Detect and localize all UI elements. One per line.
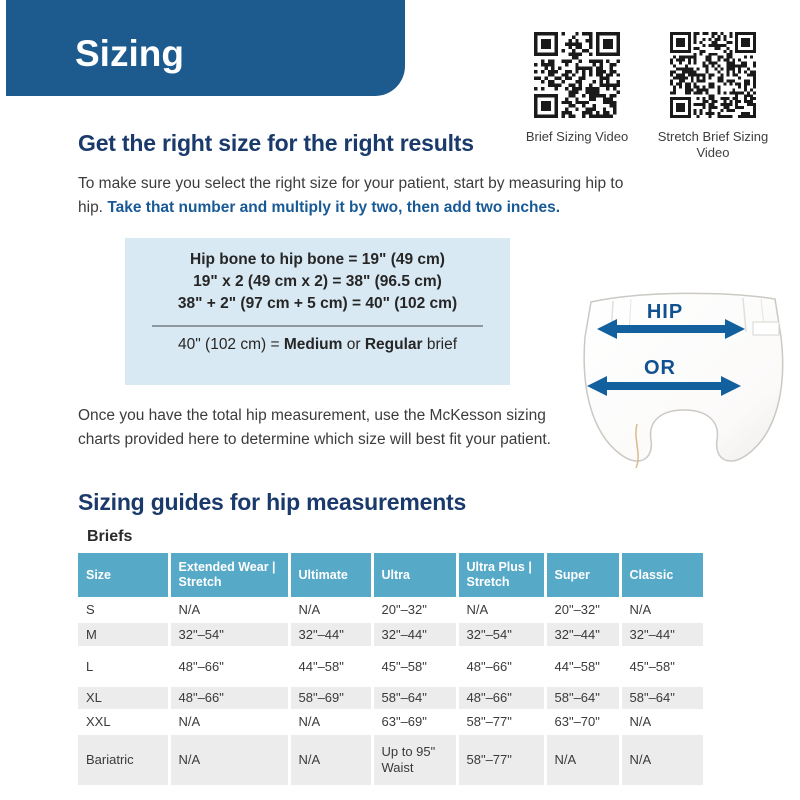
divider — [152, 325, 483, 327]
column-header: Ultimate — [289, 553, 372, 597]
size-cell: Bariatric — [86, 752, 134, 767]
table-row — [78, 623, 703, 646]
range-cell: Up to 95" Waist — [372, 735, 457, 785]
column-header: Ultra — [372, 553, 457, 597]
brief-illustration — [575, 282, 793, 484]
range-cell: N/A — [169, 597, 289, 623]
intro-emphasis-text: Take that number and multiply it by two, then add two inches. — [107, 199, 561, 216]
range-cell: 58"–64" — [372, 687, 457, 709]
table-row — [78, 709, 703, 735]
table-header-row — [78, 553, 703, 597]
column-header: Super — [545, 553, 620, 597]
range-cell: 32"–44" — [372, 623, 457, 646]
range-cell: N/A — [289, 709, 372, 735]
table-row — [78, 687, 703, 709]
size-cell: M — [86, 626, 97, 642]
range-cell: N/A — [620, 709, 703, 735]
page-title: Sizing — [75, 33, 184, 74]
range-cell: 58"–77" — [457, 735, 545, 785]
qr-code-icon — [534, 32, 620, 118]
brief-sizing-video-qr-block — [511, 32, 643, 145]
range-cell: N/A — [169, 709, 289, 735]
range-cell: 58"–69" — [289, 687, 372, 709]
table-row — [78, 597, 703, 623]
intro-paragraph — [78, 172, 626, 220]
range-cell: 45"–58" — [620, 646, 703, 687]
range-cell: 32"–44" — [620, 623, 703, 646]
range-cell: 48"–66" — [169, 687, 289, 709]
range-cell: N/A — [289, 597, 372, 623]
range-cell: 45"–58" — [372, 646, 457, 687]
qr-label: Stretch Brief Sizing Video — [657, 129, 769, 160]
calc-line: Hip bone to hip bone = 19" (49 cm) — [190, 251, 445, 268]
size-cell: S — [86, 602, 95, 617]
calc-result-line — [125, 336, 510, 354]
stretch-brief-sizing-video-qr-block — [647, 32, 779, 161]
range-cell: N/A — [289, 735, 372, 785]
result-suffix: brief — [422, 336, 458, 353]
column-header: Ultra Plus | Stretch — [457, 553, 545, 597]
hip-label: HIP — [646, 301, 684, 323]
range-cell: 44"–58" — [545, 646, 620, 687]
table-body — [78, 597, 703, 785]
range-cell: 63"–70" — [545, 709, 620, 735]
range-cell: N/A — [545, 735, 620, 785]
qr-code-icon — [670, 32, 756, 118]
measurement-example-box — [125, 238, 510, 385]
brief-measurement-diagram — [575, 282, 793, 484]
range-cell: N/A — [620, 735, 703, 785]
fastening-tab — [753, 322, 779, 335]
range-cell: 63"–69" — [372, 709, 457, 735]
or-label: OR — [644, 357, 676, 379]
range-cell: N/A — [169, 735, 289, 785]
calc-line: 38" + 2" (97 cm + 5 cm) = 40" (102 cm) — [177, 295, 458, 312]
column-header: Extended Wear | Stretch — [169, 553, 289, 597]
range-cell: N/A — [457, 597, 545, 623]
range-cell: N/A — [620, 597, 703, 623]
range-cell: 20"–32" — [372, 597, 457, 623]
column-header: Size — [78, 553, 169, 597]
range-cell: 32"–44" — [289, 623, 372, 646]
page-banner — [6, 0, 405, 96]
range-cell: 32"–54" — [457, 623, 545, 646]
size-cell: L — [86, 658, 94, 674]
range-cell: 44"–58" — [289, 646, 372, 687]
qr-label: Brief Sizing Video — [525, 129, 629, 144]
range-cell: 58"–64" — [620, 687, 703, 709]
table-header — [78, 553, 703, 597]
table-subheading: Briefs — [87, 528, 133, 545]
range-cell: 32"–54" — [169, 623, 289, 646]
result-prefix: 40" (102 cm) = — [177, 336, 284, 353]
calc-line: 19" x 2 (49 cm x 2) = 38" (96.5 cm) — [193, 273, 442, 290]
table-row — [78, 646, 703, 687]
size-cell: XXL — [86, 714, 111, 729]
column-header: Classic — [620, 553, 703, 597]
range-cell: 20"–32" — [545, 597, 620, 623]
outro-paragraph: Once you have the total hip measurement, use the McKesson sizing charts provided here to determine which size will best fit your patient. — [78, 407, 551, 448]
range-cell: 48"–66" — [457, 646, 545, 687]
range-cell: 48"–66" — [169, 646, 289, 687]
range-cell: 58"–77" — [457, 709, 545, 735]
result-size-medium: Medium — [283, 336, 343, 353]
intro-text: To make sure you select the right size for your patient, start by measuring hip to hip. — [78, 175, 624, 216]
table-row — [78, 735, 703, 785]
intro-heading: Get the right size for the right results — [78, 130, 474, 156]
size-cell: XL — [86, 690, 102, 705]
brief-outline — [584, 293, 783, 461]
range-cell: 58"–64" — [545, 687, 620, 709]
result-size-regular: Regular — [364, 336, 423, 353]
briefs-sizing-table — [78, 553, 703, 785]
table-section-heading: Sizing guides for hip measurements — [78, 489, 467, 515]
range-cell: 48"–66" — [457, 687, 545, 709]
result-or: or — [342, 336, 365, 353]
range-cell: 32"–44" — [545, 623, 620, 646]
